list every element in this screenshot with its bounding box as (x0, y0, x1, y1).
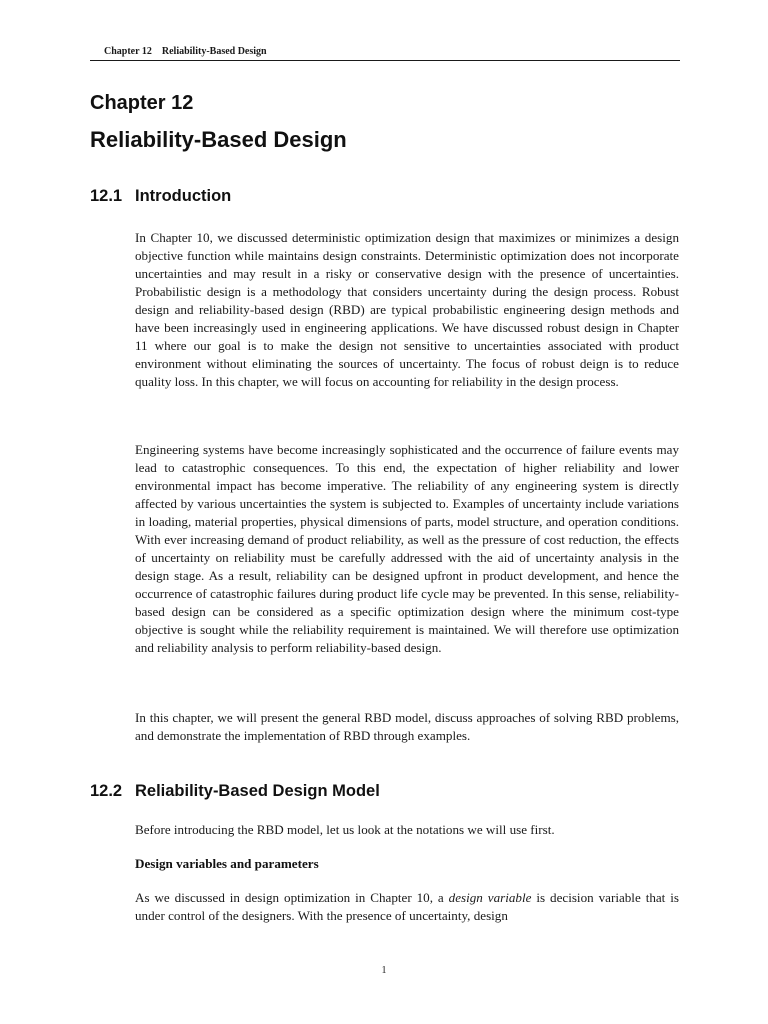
paragraph: In this chapter, we will present the general RBD model, discuss approaches of solving RBD problems, and demonstrate the implementation of RBD through examples. (135, 710, 679, 743)
paragraph: Before introducing the RBD model, let us look at the notations we will use first. (135, 822, 555, 837)
section-title: Reliability-Based Design Model (135, 782, 380, 800)
running-header-chapter: Chapter 12 (104, 46, 152, 57)
section-number: 12.2 (90, 782, 123, 800)
running-header-title: Reliability-Based Design (161, 46, 267, 57)
paragraph (135, 889, 679, 925)
emphasis-term: design variable (448, 890, 532, 905)
section-heading-introduction (90, 187, 231, 206)
paragraph: Engineering systems have become increasingly sophisticated and the occurrence of failure events may lead to catastrophic consequences. To this end, the expectation of higher reliability and lower environmental impact has become imperative. The reliability of any engineering system is directly affected by various uncertainties the system is subjected to. Examples of uncertainty include variations in loading, material properties, physical dimensions of parts, model structure, and operation conditions. With ever increasing demand of product reliability, as well as the pressure of cost reduction, the effects of uncertainty on reliability must be carefully addressed with the aid of uncertainty analysis in the design stage. As a result, reliability can be designed upfront in product development, and hence the occurrence of catastrophic failures during product life cycle may be prevented. In this sense, reliability-based design can be considered as a specific optimization design where the minimum cost-type objective is sought while the reliability requirement is maintained. We will therefore use optimization and reliability analysis to perform reliability-based design. (135, 442, 679, 655)
section-heading-rbd-model (90, 782, 380, 801)
page-number: 1 (381, 965, 387, 976)
section-number: 12.1 (90, 187, 123, 205)
text-run: is decision variable that is under control of the designers. With the presence of uncertainty, design (135, 890, 679, 923)
paragraph: In Chapter 10, we discussed deterministic optimization design that maximizes or minimizes a design objective function while maintains design constraints. Deterministic optimization does not incorporate uncertainties and may result in a risky or conservative design with the presence of uncertainties. Probabilistic design is a methodology that considers uncertainty during the design process. Robust design and reliability-based design (RBD) are typical probabilistic engineering design methods and have been increasingly used in engineering applications. We have discussed robust design in Chapter 11 where our goal is to make the design not sensitive to uncertainties associated with product environment without eliminating the sources of uncertainty. The focus of robust deign is to reduce quality loss. In this chapter, we will focus on accounting for reliability in the design process. (135, 230, 679, 389)
chapter-number: Chapter 12 (90, 92, 194, 114)
text-run: As we discussed in design optimization in Chapter 10, a (135, 890, 449, 905)
section-title: Introduction (135, 187, 232, 205)
chapter-title: Reliability-Based Design (90, 127, 347, 152)
subheading-design-variables: Design variables and parameters (135, 856, 319, 871)
header-rule (90, 60, 680, 61)
running-header (104, 46, 267, 57)
